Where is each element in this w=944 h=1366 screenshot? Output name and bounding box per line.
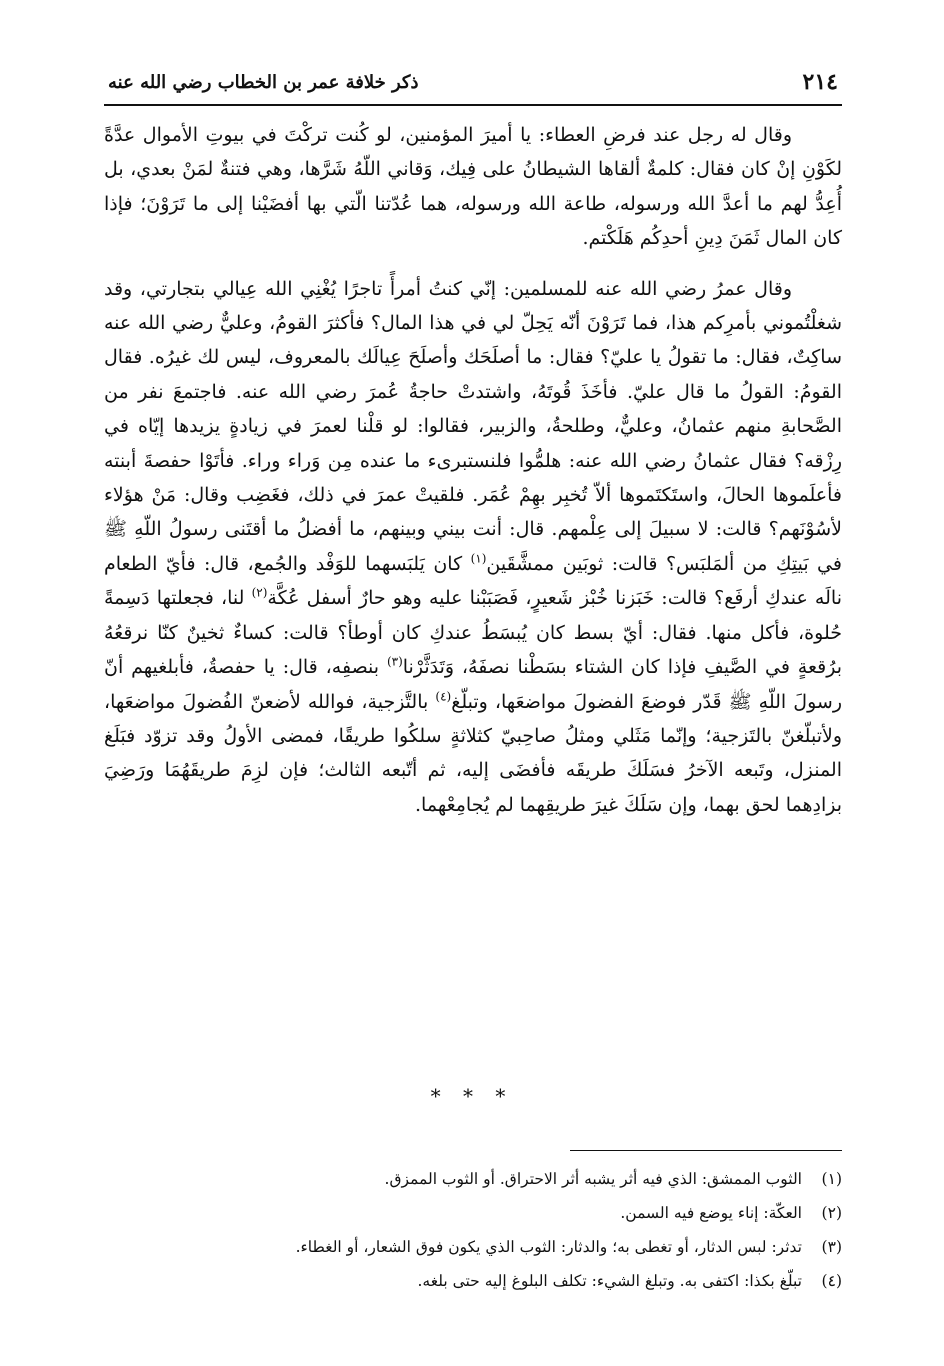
footnote-number: (١) (821, 1170, 842, 1188)
footnotes (104, 1162, 842, 1298)
paragraph-2-segment: وقال عمرُ رضي الله عنه للمسلمين: إنّي كنتُ أمرأً تاجرًا يُغْنِي الله عِيالي بتجارتي، وقد شغلْتُموني بأمرِكم هذا، فما تَرَوْنَ أنّه يَحِلّ لي في هذا المال؟ فأكثرَ القومُ، وعليٌّ رضي الله عنه ساكِتٌ، فقال: ما تقولُ يا عليّ؟ فقال: ما أصلَحَك وأصلَحَ عِيالَك بالمعروف، ليس لك غيرُه. فقال القومُ: القولُ ما قال عليّ. فأخَذَ قُوتَهُ، واشتدتْ حاجةُ عُمرَ رضي الله عنه. فاجتمعَ نفر من الصَّحابةِ منهم عثمانُ، وعليٌّ، وطلحةُ، والزبير، فقالوا: لو قلْنا لعمرَ في زيادةٍ يزيدها إيّاه في رِزْقه؟ فقال عثمانُ رضي الله عنه: هلمُّوا فلنستبرىء ما عنده مِن وَراء وراء. فأتَوْا حفصةَ أبنته فأعلَموها الحالَ، واستَكتَموها ألاّ تُخبِر بهِمْ عُمَر. فلقيتْ عمرَ في ذلك، فغَضِب وقال: مَنْ هؤلاء لأسُوْنَهم؟ قالت: لا سبيلَ إلى عِلْمهم. قال: أنت بيني وبينهم، ما أفضلُ ما أقتَنى رسولُ اللّهِ ﷺ في بَيتِكِ من ألمَلبَس؟ قالت: ثوبَين ممشَّقَين (104, 277, 842, 575)
footnote-4 (104, 1264, 842, 1298)
section-separator: * * * (430, 1084, 514, 1108)
footnote-ref-3: (٣) (386, 654, 403, 669)
footnote-2 (104, 1196, 842, 1230)
footnote-text: الثوب الممشق: الذي فيه أثر يشبه أثر الاحتراق. أو الثوب الممزق. (384, 1170, 802, 1188)
footnote-rule (570, 1150, 842, 1151)
footnote-text: تدثر: لبس الدثار، أو تغطى به؛ والدثار: الثوب الذي يكون فوق الشعار، أو الغطاء. (295, 1238, 802, 1256)
footnote-number: (٢) (821, 1204, 842, 1222)
paragraph-2-segment: بنصفِه، قال: يا حفصةُ، فأبلغيهم أنّ رسولَ اللّهِ ﷺ قَدّر فوضعَ الفضولَ مواضعَها، وتبلّغ (104, 656, 842, 713)
footnote-number: (٤) (821, 1272, 842, 1290)
paragraph-1-text: وقال له رجل عند فرضِ العطاء: يا أميرَ المؤمنين، لو كُنت تركْتَ في بيوتِ الأموال عدَّةً لكَوْنِ إنْ كان فقال: كلمةٌ ألقاها الشيطانُ على فِيك، وَقاني اللّهُ شَرَّها، وهي فتنةٌ لمَنْ بعدي، بل أُعِدُّ لهم ما أعدَّ الله ورسوله، طاعة الله ورسوله، هما عُدّتنا الّتي بها أفضَيْنا إلى ما تَرَوْنَ؛ فإذا كان المال ثَمَنَ دِينِ أحدِكُم هَلَكْتم. (104, 124, 842, 250)
header-rule (104, 104, 842, 106)
footnote-3 (104, 1230, 842, 1264)
paragraph-2 (104, 272, 842, 823)
paragraph-2-segment: لنا، فجعلتها دَسِمةً حُلوة، فأكل منها. فقال: أيّ بسط كان يُبسَطُ عندكِ كان أوطأ؟ قالت: كساءٌ ثخينٌ كنّا نرقعُهُ برُقعةٍ في الصَّيفِ فإذا كان الشتاء بسَطْنا نصفَهُ، وَتَدَثَّرْنا (104, 587, 842, 679)
running-title: ذكر خلافة عمر بن الخطاب رضي الله عنه (108, 71, 419, 93)
paragraph-2-segment: بالتَّزجية، فوالله لأضعنّ الفُضولَ مواضعَها، ولأتبلّغنّ بالتَزجية؛ وإنّما مَثَلي ومثلُ صاحِبيّ كثلاثةٍ سلكُوا طريقًا، فمضى الأولُ وقد تزوّد فبَلَغ المنزل، وتَبعه الآخرُ فسَلَكَ طريقَه فأفضَى إليه، ثم أتّبعه الثالث؛ فإن لزِمَ طريقَهُمَا ورَضِيَ بزادِهما لحق بهما، وإن سَلَكَ غيرَ طريقِهما لم يُجامِعْهما. (104, 690, 842, 816)
footnote-text: العكّة: إناء يوضع فيه السمن. (620, 1204, 802, 1222)
footnote-text: تبلّغ بكذا: اكتفى به. وتبلغ الشيء: تكلف البلوغ إليه حتى بلغه. (417, 1272, 802, 1290)
body-text (104, 118, 842, 822)
paragraph-2-segment: كان يَلبَسهما للوَفْد والجُمع، قال: فأيّ الطعام نالَه عندكِ أرفَع؟ قالت: خَبَزنا خُبْز شَعيرٍ، فَصَبَبْنا عليه وهو حارٌ أسفل عُكَّة (104, 552, 842, 610)
page-number: ٢١٤ (802, 69, 838, 95)
paragraph-1 (104, 118, 842, 256)
footnote-1 (104, 1162, 842, 1196)
footnote-ref-4: (٤) (435, 689, 452, 704)
footnote-ref-1: (١) (470, 551, 487, 566)
page-header (108, 62, 838, 102)
footnote-number: (٣) (821, 1238, 842, 1256)
footnote-ref-2: (٢) (251, 585, 268, 600)
